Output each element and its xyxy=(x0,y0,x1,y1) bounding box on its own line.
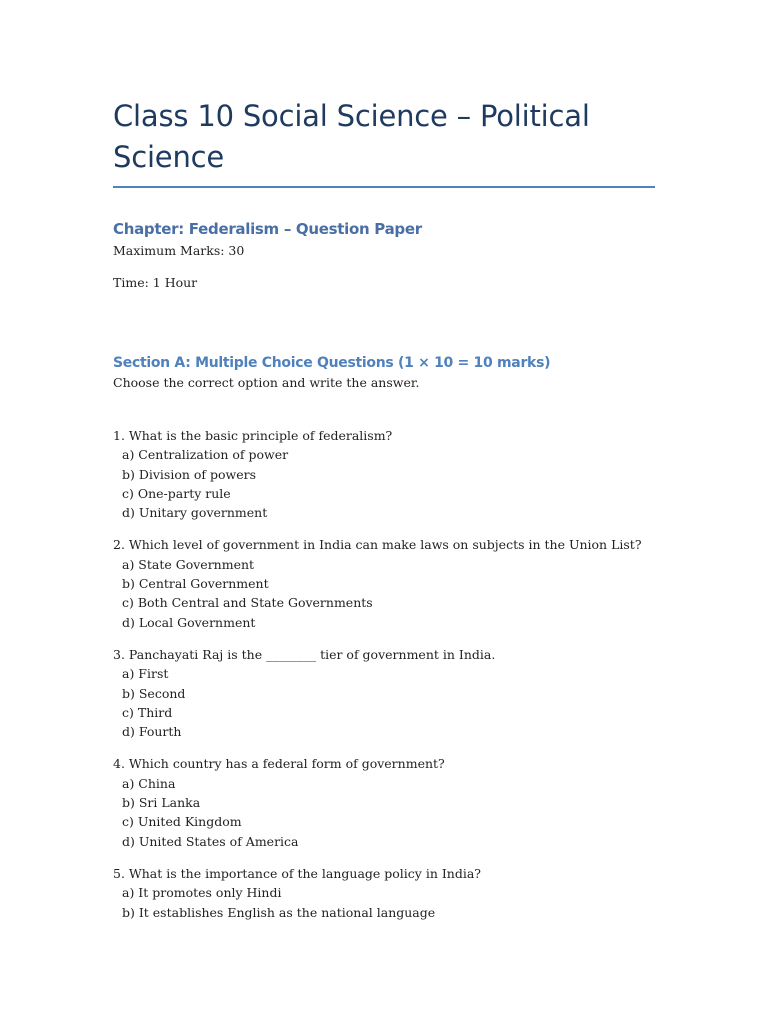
question-text: 3. Panchayati Raj is the ________ tier of government in India. xyxy=(113,646,496,662)
answer-option: d) Local Government xyxy=(122,614,256,630)
chapter-heading: Chapter: Federalism – Question Paper xyxy=(113,220,422,238)
answer-option: d) United States of America xyxy=(122,833,299,849)
answer-option: b) It establishes English as the national language xyxy=(122,904,436,920)
answer-option: d) Fourth xyxy=(122,724,182,740)
section-a-heading: Section A: Multiple Choice Questions (1 × 10 = 10 marks) xyxy=(113,355,551,371)
title-underline xyxy=(113,186,655,188)
answer-option: b) Central Government xyxy=(122,576,269,592)
answer-option: a) State Government xyxy=(122,556,255,572)
answer-option: a) China xyxy=(122,775,176,791)
question-paper xyxy=(113,96,655,935)
question-item xyxy=(113,535,655,631)
question-text: 1. What is the basic principle of federalism? xyxy=(113,428,393,443)
answer-option: c) Third xyxy=(122,704,173,720)
answer-option: c) United Kingdom xyxy=(122,814,242,830)
section-a-instruction: Choose the correct option and write the answer. xyxy=(113,375,420,390)
question-item xyxy=(113,645,655,741)
maximum-marks: Maximum Marks: 30 xyxy=(113,243,245,258)
question-text: 4. Which country has a federal form of government? xyxy=(113,756,445,772)
question-item xyxy=(113,864,655,922)
question-item xyxy=(113,426,655,522)
answer-option: b) Second xyxy=(122,685,186,701)
answer-option: b) Sri Lanka xyxy=(122,795,201,811)
answer-option: a) It promotes only Hindi xyxy=(122,885,282,901)
answer-option: c) One-party rule xyxy=(122,485,231,501)
question-text: 5. What is the importance of the language policy in India? xyxy=(113,865,481,881)
question-item xyxy=(113,754,655,850)
answer-option: c) Both Central and State Governments xyxy=(122,595,373,611)
question-text: 2. Which level of government in India can make laws on subjects in the Union List? xyxy=(113,537,642,553)
answer-option: a) First xyxy=(122,666,169,682)
answer-option: a) Centralization of power xyxy=(122,447,289,463)
question-list xyxy=(113,426,655,922)
answer-option: d) Unitary government xyxy=(122,505,268,521)
document-title: Class 10 Social Science – Political Science xyxy=(113,99,590,174)
answer-option: b) Division of powers xyxy=(122,466,257,482)
time-allowed: Time: 1 Hour xyxy=(113,275,198,290)
